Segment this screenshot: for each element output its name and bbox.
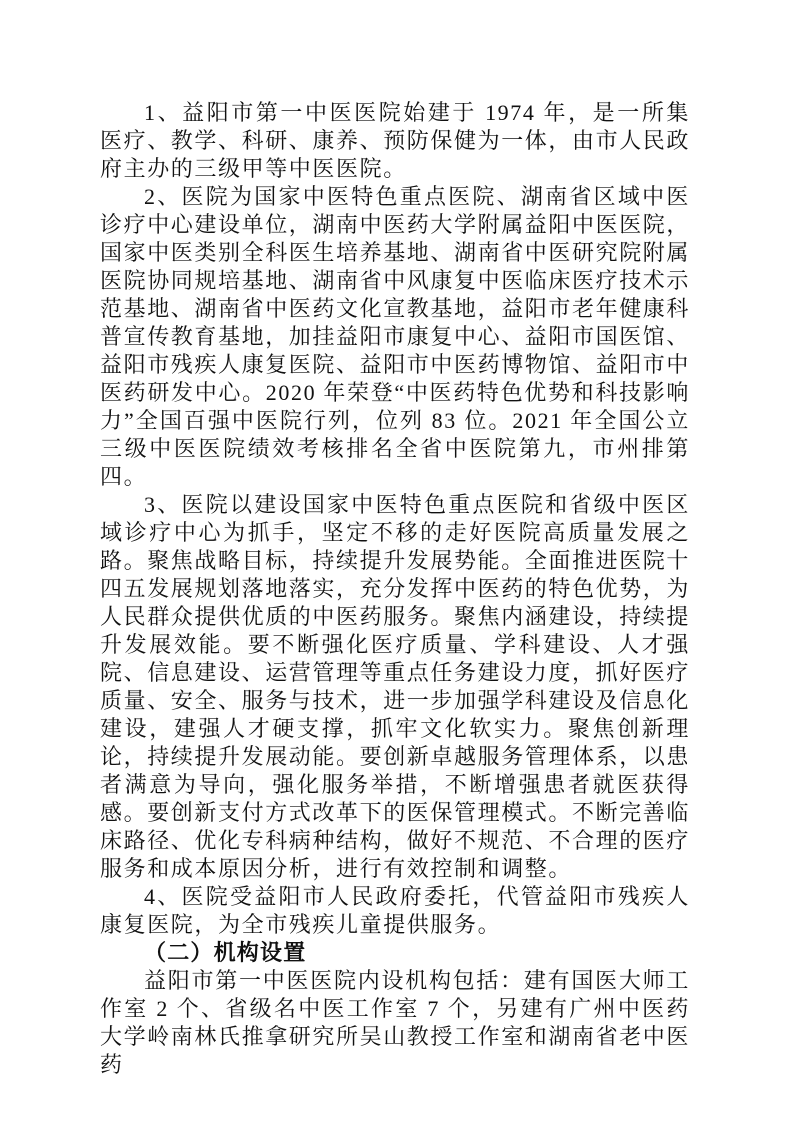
paragraph-internal-organization: 益阳市第一中医医院内设机构包括：建有国医大师工作室 2 个、省级名中医工作室 7 个，另建有广州中医药大学岭南林氏推拿研究所吴山教授工作室和湖南省老中医药: [100, 968, 691, 1077]
paragraph-hospital-honors: 2、医院为国家中医特色重点医院、湖南省区域中医诊疗中心建设单位，湖南中医药大学附属益阳中医医院，国家中医类别全科医生培养基地、湖南省中医研究院附属医院协同规培基地、湖南省中风康复中医临床医疗技术示范基地、湖南省中医药文化宣教基地，益阳市老年健康科普宣传教育基地，加挂益阳市康复中心、益阳市国医馆、益阳市残疾人康复医院、益阳市中医药博物馆、益阳市中医药研发中心。2020 年荣登“中医药特色优势和科技影响力”全国百强中医院行列，位列 83 位。2021 年全国公立三级中医医院绩效考核排名全省中医院第九，市州排第四。: [100, 184, 691, 489]
section-heading-organization-setup: （二）机构设置: [144, 940, 307, 965]
paragraph-entrusted-management: 4、医院受益阳市人民政府委托，代管益阳市残疾人康复医院，为全市残疾儿童提供服务。: [100, 884, 690, 937]
paragraph-development-strategy: 3、医院以建设国家中医特色重点医院和省级中医区域诊疗中心为抓手，坚定不移的走好医院高质量发展之路。聚焦战略目标，持续提升发展势能。全面推进医院十四五发展规划落地落实，充分发挥中医药的特色优势，为人民群众提供优质的中医药服务。聚焦内涵建设，持续提升发展效能。要不断强化医疗质量、学科建设、人才强院、信息建设、运营管理等重点任务建设力度，抓好医疗质量、安全、服务与技术，进一步加强学科建设及信息化建设，建强人才硬支撑，抓牢文化软实力。聚焦创新理论，持续提升发展动能。要创新卓越服务管理体系，以患者满意为导向，强化服务举措，不断增强患者就医获得感。要创新支付方式改革下的医保管理模式。不断完善临床路径、优化专科病种结构，做好不规范、不合理的医疗服务和成本原因分析，进行有效控制和调整。: [100, 492, 691, 881]
paragraph-hospital-overview: 1、益阳市第一中医医院始建于 1974 年，是一所集医疗、教学、科研、康养、预防保健为一体，由市人民政府主办的三级甲等中医医院。: [100, 100, 691, 181]
